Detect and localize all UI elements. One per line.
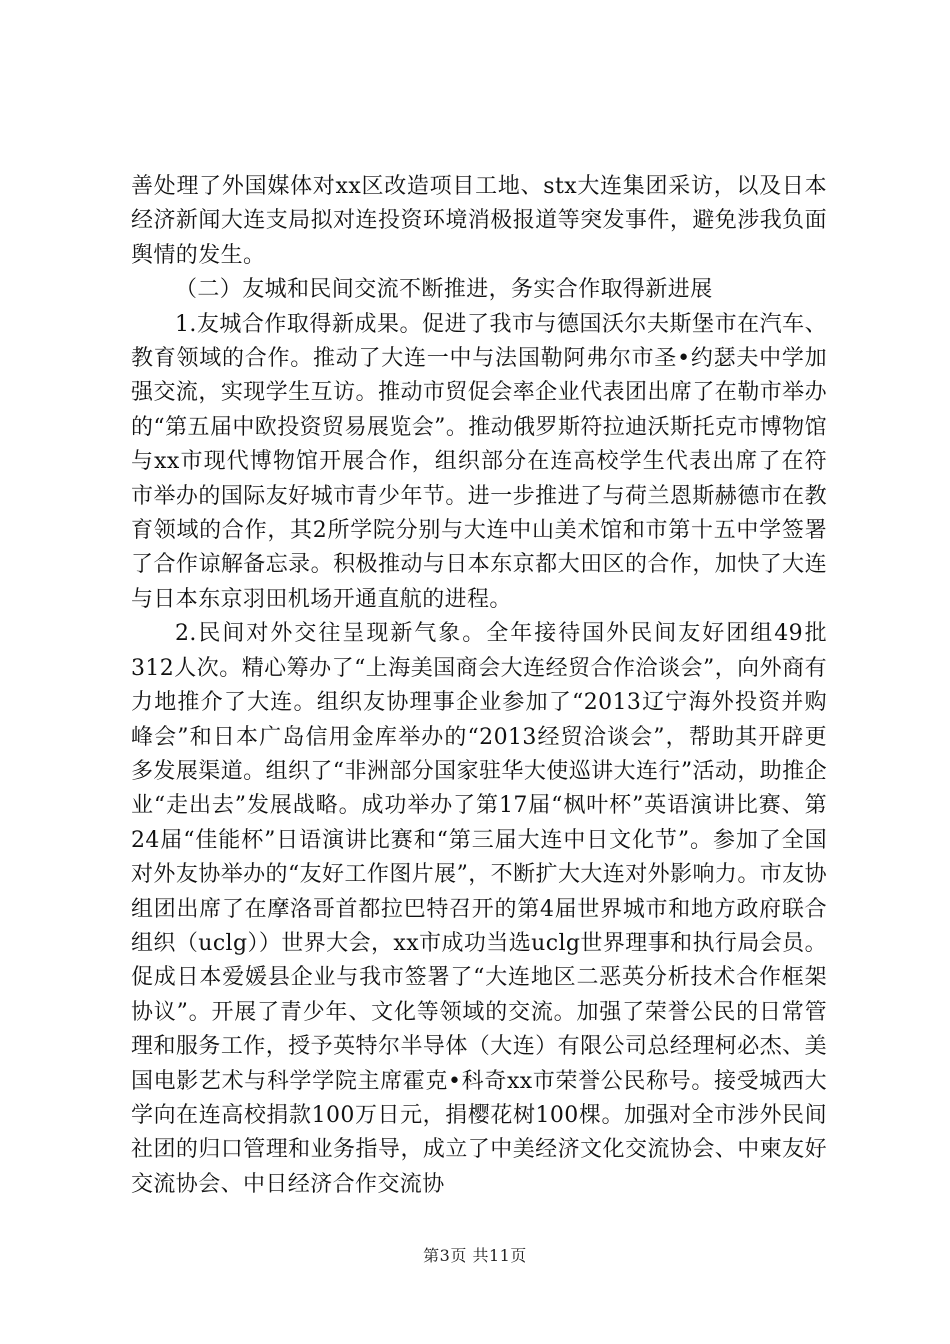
paragraph-continuation: 善处理了外国媒体对xx区改造项目工地、stx大连集团采访，以及日本经济新闻大连支局拟对连投资环境消极报道等突发事件，避免涉我负面舆情的发生。: [131, 174, 827, 268]
document-body: [131, 170, 827, 1202]
page-footer: 第3页 共11页: [423, 1246, 527, 1265]
paragraph-people-exchange: 2.民间对外交往呈现新气象。全年接待国外民间友好团组49批312人次。精心筹办了“上海美国商会大连经贸合作洽谈会”，向外商有力地推介了大连。组织友协理事企业参加了“2013辽宁海外投资并购峰会”和日本广岛信用金库举办的“2013经贸洽谈会”，帮助其开辟更多发展渠道。组织了“非洲部分国家驻华大使巡讲大连行”活动，助推企业“走出去”发展战略。成功举办了第17届“枫叶杯”英语演讲比赛、第24届“佳能杯”日语演讲比赛和“第三届大连中日文化节”。参加了全国对外友协举办的“友好工作图片展”，不断扩大大连对外影响力。市友协组团出席了在摩洛哥首都拉巴特召开的第4届世界城市和地方政府联合组织（uclg））世界大会，xx市成功当选uclg世界理事和执行局会员。促成日本爱媛县企业与我市签署了“大连地区二恶英分析技术合作框架协议”。开展了青少年、文化等领域的交流。加强了荣誉公民的日常管理和服务工作，授予英特尔半导体（大连）有限公司总经理柯必杰、美国电影艺术与科学学院主席霍克•科奇xx市荣誉公民称号。接受城西大学向在连高校捐款100万日元，捐樱花树100棵。加强对全市涉外民间社团的归口管理和业务指导，成立了中美经济文化交流协会、中柬友好交流协会、中日经济合作交流协: [131, 621, 827, 1197]
paragraph-sister-city: 1.友城合作取得新成果。促进了我市与德国沃尔夫斯堡市在汽车、教育领域的合作。推动了大连一中与法国勒阿弗尔市圣•约瑟夫中学加强交流，实现学生互访。推动市贸促会率企业代表团出席了在勒市举办的“第五届中欧投资贸易展览会”。推动俄罗斯符拉迪沃斯托克市博物馆与xx市现代博物馆开展合作，组织部分在连高校学生代表出席了在符市举办的国际友好城市青少年节。进一步推进了与荷兰恩斯赫德市在教育领域的合作，其2所学院分别与大连中山美术馆和市第十五中学签署了合作谅解备忘录。积极推动与日本东京都大田区的合作，加快了大连与日本东京羽田机场开通直航的进程。: [131, 311, 827, 612]
section-heading: （二）友城和民间交流不断推进，务实合作取得新进展: [175, 277, 713, 303]
